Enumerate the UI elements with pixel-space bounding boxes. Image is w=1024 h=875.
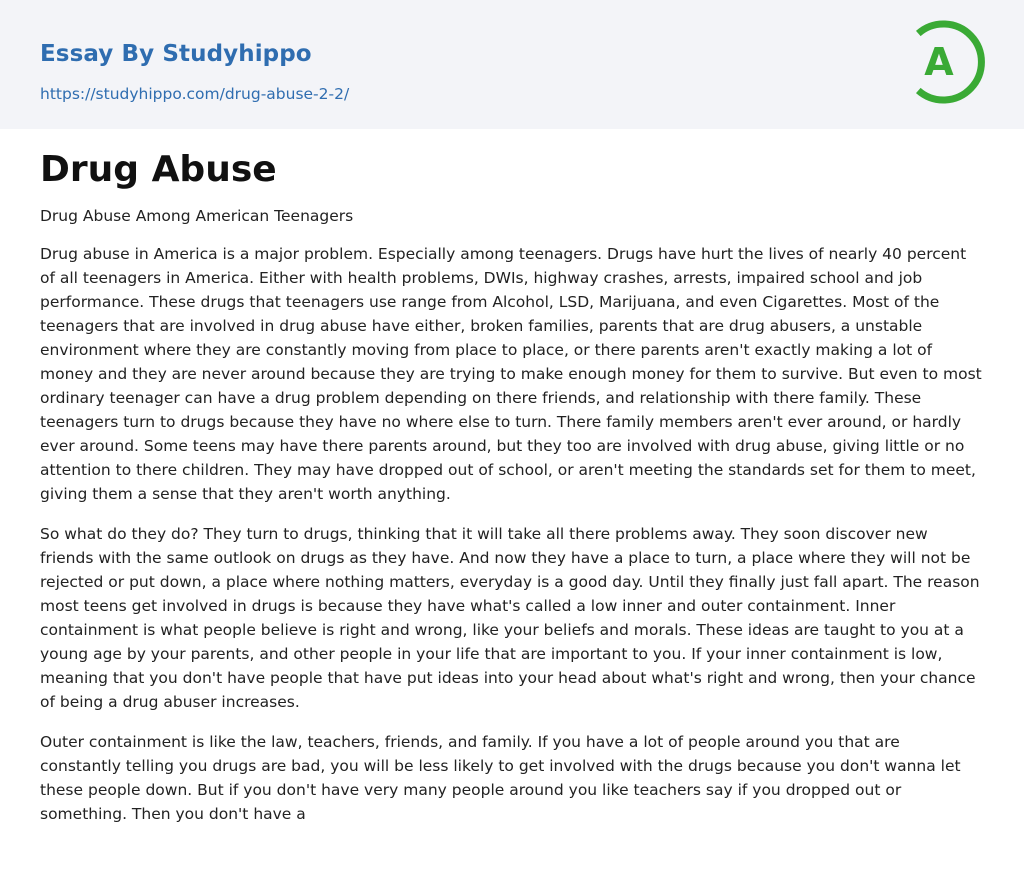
article-subtitle: Drug Abuse Among American Teenagers: [40, 207, 354, 225]
paragraph-1: Drug abuse in America is a major problem. Especially among teenagers. Drugs have hurt the lives of nearly 40 percent of all teenagers in America. Either with health problems, DWIs, highway crashes, arrests, impaired school and job performance. These drugs that teenagers use range from Alcohol, LSD, Marijuana, and even Cigarettes. Most of the teenagers that are involved in drug abuse have either, broken families, parents that are drug abusers, a unstable environment where they are constantly moving from place to place, or there parents aren't exactly making a lot of money and they are never around because they are trying to make enough money for them to survive. But even to most ordinary teenager can have a drug problem depending on there friends, and relationship with there family. These teenagers turn to drugs because they have no where else to turn. There family members aren't ever around, or hardly ever around. Some teens may have there parents around, but they too are involved with drug abuse, giving little or no attention to there children. They may have dropped out of school, or aren't meeting the standards set for them to meet, giving them a sense that they aren't worth anything.: [40, 245, 982, 503]
page-url-link[interactable]: https://studyhippo.com/drug-abuse-2-2/: [40, 85, 350, 103]
article: [0, 129, 1024, 826]
studyhippo-logo[interactable]: [908, 18, 988, 106]
logo-letter: A: [924, 40, 954, 84]
paragraph-3: Outer containment is like the law, teachers, friends, and family. If you have a lot of people around you that are constantly telling you drugs are bad, you will be less likely to get involved with the drugs because you don't wanna let these people down. But if you don't have very many people around you like teachers say if you dropped out or something. Then you don't have a: [40, 733, 961, 823]
page-title: Drug Abuse: [40, 149, 277, 190]
logo-ring-icon: [908, 18, 988, 106]
site-header: [0, 0, 1024, 129]
paragraph-2: So what do they do? They turn to drugs, thinking that it will take all there problems away. They soon discover new friends with the same outlook on drugs as they have. And now they have a place to turn, a place where they will not be rejected or put down, a place where nothing matters, everyday is a good day. Until they finally just fall apart. The reason most teens get involved in drugs is because they have what's called a low inner and outer containment. Inner containment is what people believe is right and wrong, like your beliefs and morals. These ideas are taught to you at a young age by your parents, and other people in your life that are important to you. If your inner containment is low, meaning that you don't have people that have put ideas into your head about what's right and wrong, then your chance of being a drug abuser increases.: [40, 525, 980, 711]
brand-title[interactable]: Essay By Studyhippo: [40, 41, 312, 67]
